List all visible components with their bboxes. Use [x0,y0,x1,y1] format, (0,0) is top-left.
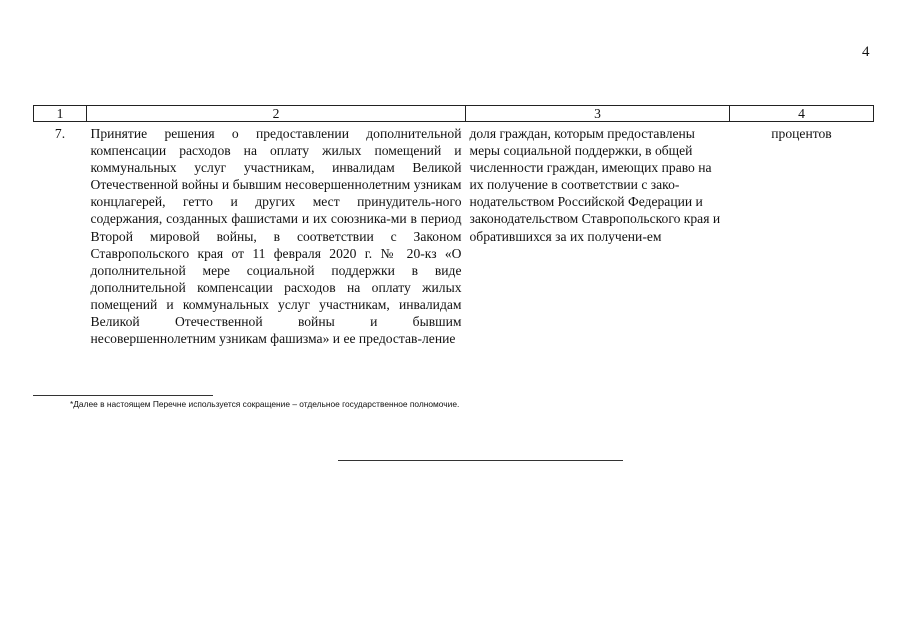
end-of-document-rule [338,460,623,461]
header-col-2: 2 [87,106,466,122]
table-row [34,122,874,348]
indicator-table [33,105,874,347]
footnote: *Далее в настоящем Перечне используется сокращение – отдельное государственное полномочие. [70,399,460,409]
page-number: 4 [862,44,870,60]
header-col-4: 4 [730,106,874,122]
indicator-description: доля граждан, которым предоставлены меры социальной поддержки, в общей численности граждан, имеющих право на их получение в соответствии с зако-нодательством Российской Федерации и законодательством Ставропольского края и обратившихся за их получени-ем [469,126,721,244]
row-number: 7. [54,126,66,141]
unit-of-measure: процентов [771,126,832,141]
footnote-divider [33,395,213,396]
table-header-row [34,106,874,122]
header-col-1: 1 [34,106,87,122]
power-description: Принятие решения о предоставлении дополнительной компенсации расходов на оплату жилых помещений и коммунальных услуг участникам, инвалидам Великой Отечественной войны и бывшим несовершеннолетним узникам концлагерей, гетто и других мест принудитель-ного содержания, созданных фашистами и их союзника-ми в период Второй мировой войны, в соответствии с Законом Ставропольского края от 11 февраля 2020 г. № 20-кз «О дополнительной мере социальной поддержки в виде дополнительной компенсации расходов на оплату жилых помещений и коммунальных услуг участникам, инвалидам Великой Отечественной войны и бывшим несовершеннолетним узникам фашизма» и ее предостав-ление [90,126,462,347]
header-col-3: 3 [466,106,730,122]
